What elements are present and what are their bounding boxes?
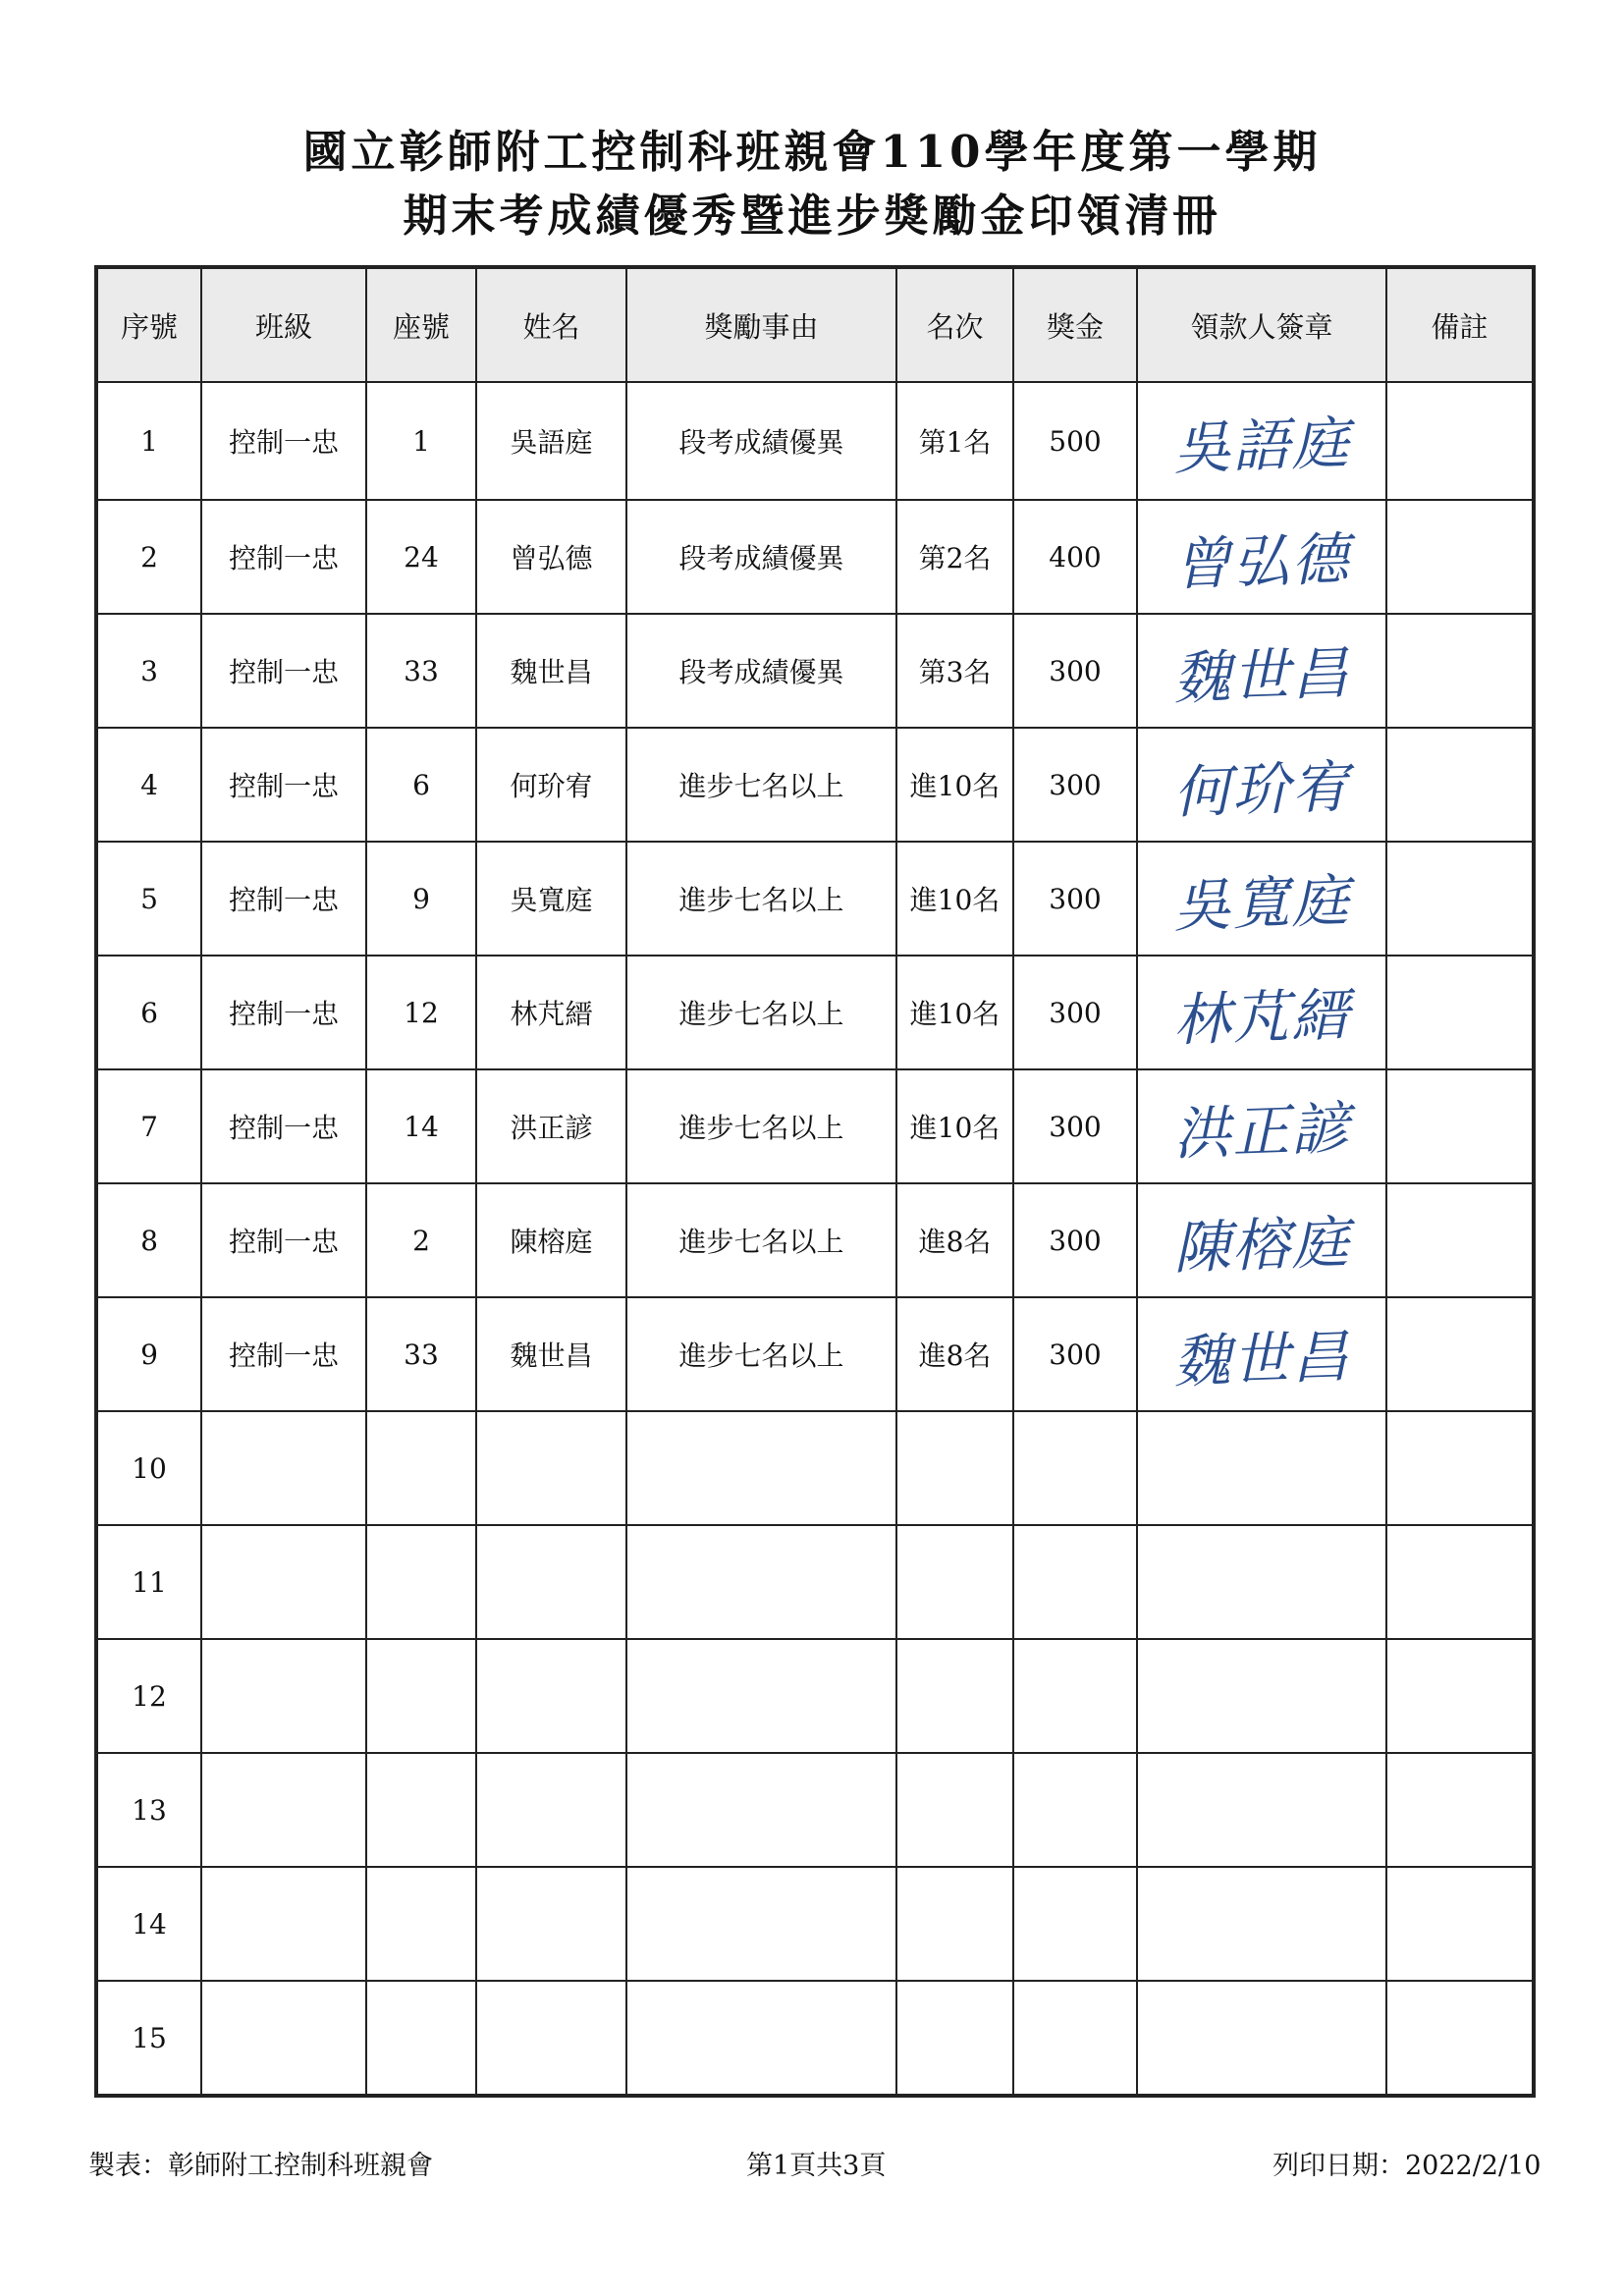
cell-no: 6	[96, 956, 201, 1069]
handwritten-signature: 吳語庭	[1172, 409, 1352, 483]
cell-seat	[366, 1981, 476, 2096]
table-row	[96, 500, 1534, 614]
cell-signature	[1137, 1069, 1386, 1183]
cell-no: 10	[96, 1411, 201, 1525]
cell-amount	[1013, 1639, 1137, 1753]
table-row	[96, 1525, 1534, 1639]
cell-no: 11	[96, 1525, 201, 1639]
cell-class	[201, 1867, 366, 1981]
cell-seat: 24	[366, 500, 476, 614]
cell-signature	[1137, 1981, 1386, 2096]
footer-page-number: 第1頁共3頁	[746, 2151, 887, 2181]
cell-no: 9	[96, 1297, 201, 1411]
cell-seat: 6	[366, 728, 476, 842]
cell-class: 控制一忠	[201, 956, 366, 1069]
cell-rank: 第3名	[896, 614, 1013, 728]
cell-rank	[896, 1981, 1013, 2096]
cell-reason: 進步七名以上	[626, 1069, 896, 1183]
cell-rank	[896, 1411, 1013, 1525]
cell-amount: 300	[1013, 956, 1137, 1069]
cell-seat	[366, 1867, 476, 1981]
col-header-no: 序號	[96, 267, 201, 382]
cell-amount: 300	[1013, 1069, 1137, 1183]
cell-seat	[366, 1525, 476, 1639]
cell-seat: 1	[366, 382, 476, 500]
cell-class	[201, 1639, 366, 1753]
table-row	[96, 614, 1534, 728]
cell-no: 4	[96, 728, 201, 842]
cell-signature	[1137, 1867, 1386, 1981]
cell-note	[1386, 500, 1534, 614]
cell-note	[1386, 1411, 1534, 1525]
cell-class: 控制一忠	[201, 1297, 366, 1411]
handwritten-signature: 林芃縉	[1172, 980, 1352, 1055]
cell-no: 1	[96, 382, 201, 500]
cell-reason: 段考成績優異	[626, 382, 896, 500]
cell-seat	[366, 1411, 476, 1525]
cell-note	[1386, 1183, 1534, 1297]
cell-no: 13	[96, 1753, 201, 1867]
col-header-name: 姓名	[476, 267, 626, 382]
cell-note	[1386, 382, 1534, 500]
cell-name: 吳寬庭	[476, 842, 626, 956]
cell-note	[1386, 1639, 1534, 1753]
table-row	[96, 1411, 1534, 1525]
cell-signature	[1137, 728, 1386, 842]
table-row	[96, 1639, 1534, 1753]
cell-name	[476, 1411, 626, 1525]
cell-no: 14	[96, 1867, 201, 1981]
cell-note	[1386, 1867, 1534, 1981]
cell-reason	[626, 1867, 896, 1981]
table-row	[96, 1297, 1534, 1411]
cell-rank: 進10名	[896, 842, 1013, 956]
cell-amount: 500	[1013, 382, 1137, 500]
cell-note	[1386, 614, 1534, 728]
col-header-note: 備註	[1386, 267, 1534, 382]
cell-rank: 第1名	[896, 382, 1013, 500]
cell-no: 2	[96, 500, 201, 614]
cell-amount: 300	[1013, 1183, 1137, 1297]
cell-rank: 進10名	[896, 728, 1013, 842]
cell-seat	[366, 1639, 476, 1753]
cell-seat: 12	[366, 956, 476, 1069]
cell-amount	[1013, 1867, 1137, 1981]
cell-name: 曾弘德	[476, 500, 626, 614]
cell-reason: 進步七名以上	[626, 1297, 896, 1411]
cell-rank: 第2名	[896, 500, 1013, 614]
cell-class: 控制一忠	[201, 842, 366, 956]
col-header-class: 班級	[201, 267, 366, 382]
cell-name: 何玠宥	[476, 728, 626, 842]
cell-signature	[1137, 1183, 1386, 1297]
table-row	[96, 1753, 1534, 1867]
col-header-reason: 獎勵事由	[626, 267, 896, 382]
table-row	[96, 382, 1534, 500]
cell-no: 3	[96, 614, 201, 728]
cell-amount	[1013, 1525, 1137, 1639]
cell-signature	[1137, 956, 1386, 1069]
table-row	[96, 842, 1534, 956]
cell-class: 控制一忠	[201, 500, 366, 614]
cell-class	[201, 1753, 366, 1867]
cell-name	[476, 1981, 626, 2096]
cell-seat: 14	[366, 1069, 476, 1183]
cell-note	[1386, 728, 1534, 842]
cell-reason: 進步七名以上	[626, 842, 896, 956]
cell-amount: 400	[1013, 500, 1137, 614]
cell-name	[476, 1753, 626, 1867]
cell-class	[201, 1981, 366, 2096]
col-header-rank: 名次	[896, 267, 1013, 382]
cell-note	[1386, 1753, 1534, 1867]
cell-signature	[1137, 1639, 1386, 1753]
cell-name	[476, 1525, 626, 1639]
cell-reason: 段考成績優異	[626, 500, 896, 614]
handwritten-signature: 魏世昌	[1172, 638, 1352, 713]
cell-no: 15	[96, 1981, 201, 2096]
cell-signature	[1137, 842, 1386, 956]
cell-reason	[626, 1525, 896, 1639]
cell-class: 控制一忠	[201, 614, 366, 728]
cell-reason	[626, 1981, 896, 2096]
cell-seat: 9	[366, 842, 476, 956]
cell-seat: 2	[366, 1183, 476, 1297]
cell-rank: 進10名	[896, 1069, 1013, 1183]
handwritten-signature: 洪正諺	[1172, 1094, 1352, 1169]
table-row	[96, 1069, 1534, 1183]
table-row	[96, 1183, 1534, 1297]
table-row	[96, 1981, 1534, 2096]
handwritten-signature: 陳榕庭	[1172, 1208, 1352, 1283]
cell-name	[476, 1867, 626, 1981]
cell-reason	[626, 1411, 896, 1525]
header-row	[96, 267, 1534, 382]
cell-class	[201, 1411, 366, 1525]
cell-rank	[896, 1867, 1013, 1981]
cell-no: 12	[96, 1639, 201, 1753]
cell-amount: 300	[1013, 728, 1137, 842]
table-row	[96, 1867, 1534, 1981]
table-row	[96, 728, 1534, 842]
cell-class: 控制一忠	[201, 728, 366, 842]
handwritten-signature: 吳寬庭	[1172, 866, 1352, 941]
cell-name	[476, 1639, 626, 1753]
cell-signature	[1137, 1297, 1386, 1411]
cell-name: 洪正諺	[476, 1069, 626, 1183]
col-header-signature: 領款人簽章	[1137, 267, 1386, 382]
cell-reason	[626, 1753, 896, 1867]
cell-note	[1386, 956, 1534, 1069]
cell-signature	[1137, 1411, 1386, 1525]
cell-no: 5	[96, 842, 201, 956]
cell-signature	[1137, 382, 1386, 500]
cell-class: 控制一忠	[201, 1069, 366, 1183]
cell-amount	[1013, 1753, 1137, 1867]
cell-reason: 段考成績優異	[626, 614, 896, 728]
cell-amount: 300	[1013, 1297, 1137, 1411]
cell-note	[1386, 1525, 1534, 1639]
cell-rank	[896, 1639, 1013, 1753]
cell-seat: 33	[366, 1297, 476, 1411]
cell-signature	[1137, 1525, 1386, 1639]
handwritten-signature: 魏世昌	[1172, 1322, 1352, 1396]
cell-seat: 33	[366, 614, 476, 728]
cell-name: 魏世昌	[476, 1297, 626, 1411]
cell-amount: 300	[1013, 842, 1137, 956]
cell-class: 控制一忠	[201, 1183, 366, 1297]
handwritten-signature: 何玠宥	[1172, 752, 1352, 827]
footer-print-date: 列印日期：2022/2/10	[1272, 2151, 1542, 2181]
cell-reason: 進步七名以上	[626, 956, 896, 1069]
cell-signature	[1137, 500, 1386, 614]
cell-rank: 進8名	[896, 1183, 1013, 1297]
cell-name: 林芃縉	[476, 956, 626, 1069]
cell-reason: 進步七名以上	[626, 728, 896, 842]
cell-signature	[1137, 614, 1386, 728]
cell-note	[1386, 842, 1534, 956]
cell-amount: 300	[1013, 614, 1137, 728]
cell-rank	[896, 1753, 1013, 1867]
cell-note	[1386, 1981, 1534, 2096]
cell-rank: 進8名	[896, 1297, 1013, 1411]
cell-seat	[366, 1753, 476, 1867]
cell-name: 陳榕庭	[476, 1183, 626, 1297]
cell-no: 8	[96, 1183, 201, 1297]
col-header-seat: 座號	[366, 267, 476, 382]
cell-reason	[626, 1639, 896, 1753]
cell-reason: 進步七名以上	[626, 1183, 896, 1297]
col-header-amount: 獎金	[1013, 267, 1137, 382]
cell-amount	[1013, 1411, 1137, 1525]
cell-rank: 進10名	[896, 956, 1013, 1069]
cell-rank	[896, 1525, 1013, 1639]
cell-class	[201, 1525, 366, 1639]
title-line-2: 期末考成績優秀暨進步獎勵金印領清冊	[403, 190, 1221, 242]
cell-name: 魏世昌	[476, 614, 626, 728]
award-register-table	[94, 265, 1536, 2098]
cell-signature	[1137, 1753, 1386, 1867]
table-row	[96, 956, 1534, 1069]
cell-amount	[1013, 1981, 1137, 2096]
cell-class: 控制一忠	[201, 382, 366, 500]
title-line-1: 國立彰師附工控制科班親會110學年度第一學期	[302, 126, 1322, 178]
cell-name: 吳語庭	[476, 382, 626, 500]
cell-note	[1386, 1069, 1534, 1183]
footer-maker: 製表：彰師附工控制科班親會	[88, 2151, 433, 2181]
cell-note	[1386, 1297, 1534, 1411]
handwritten-signature: 曾弘德	[1172, 524, 1352, 599]
cell-no: 7	[96, 1069, 201, 1183]
